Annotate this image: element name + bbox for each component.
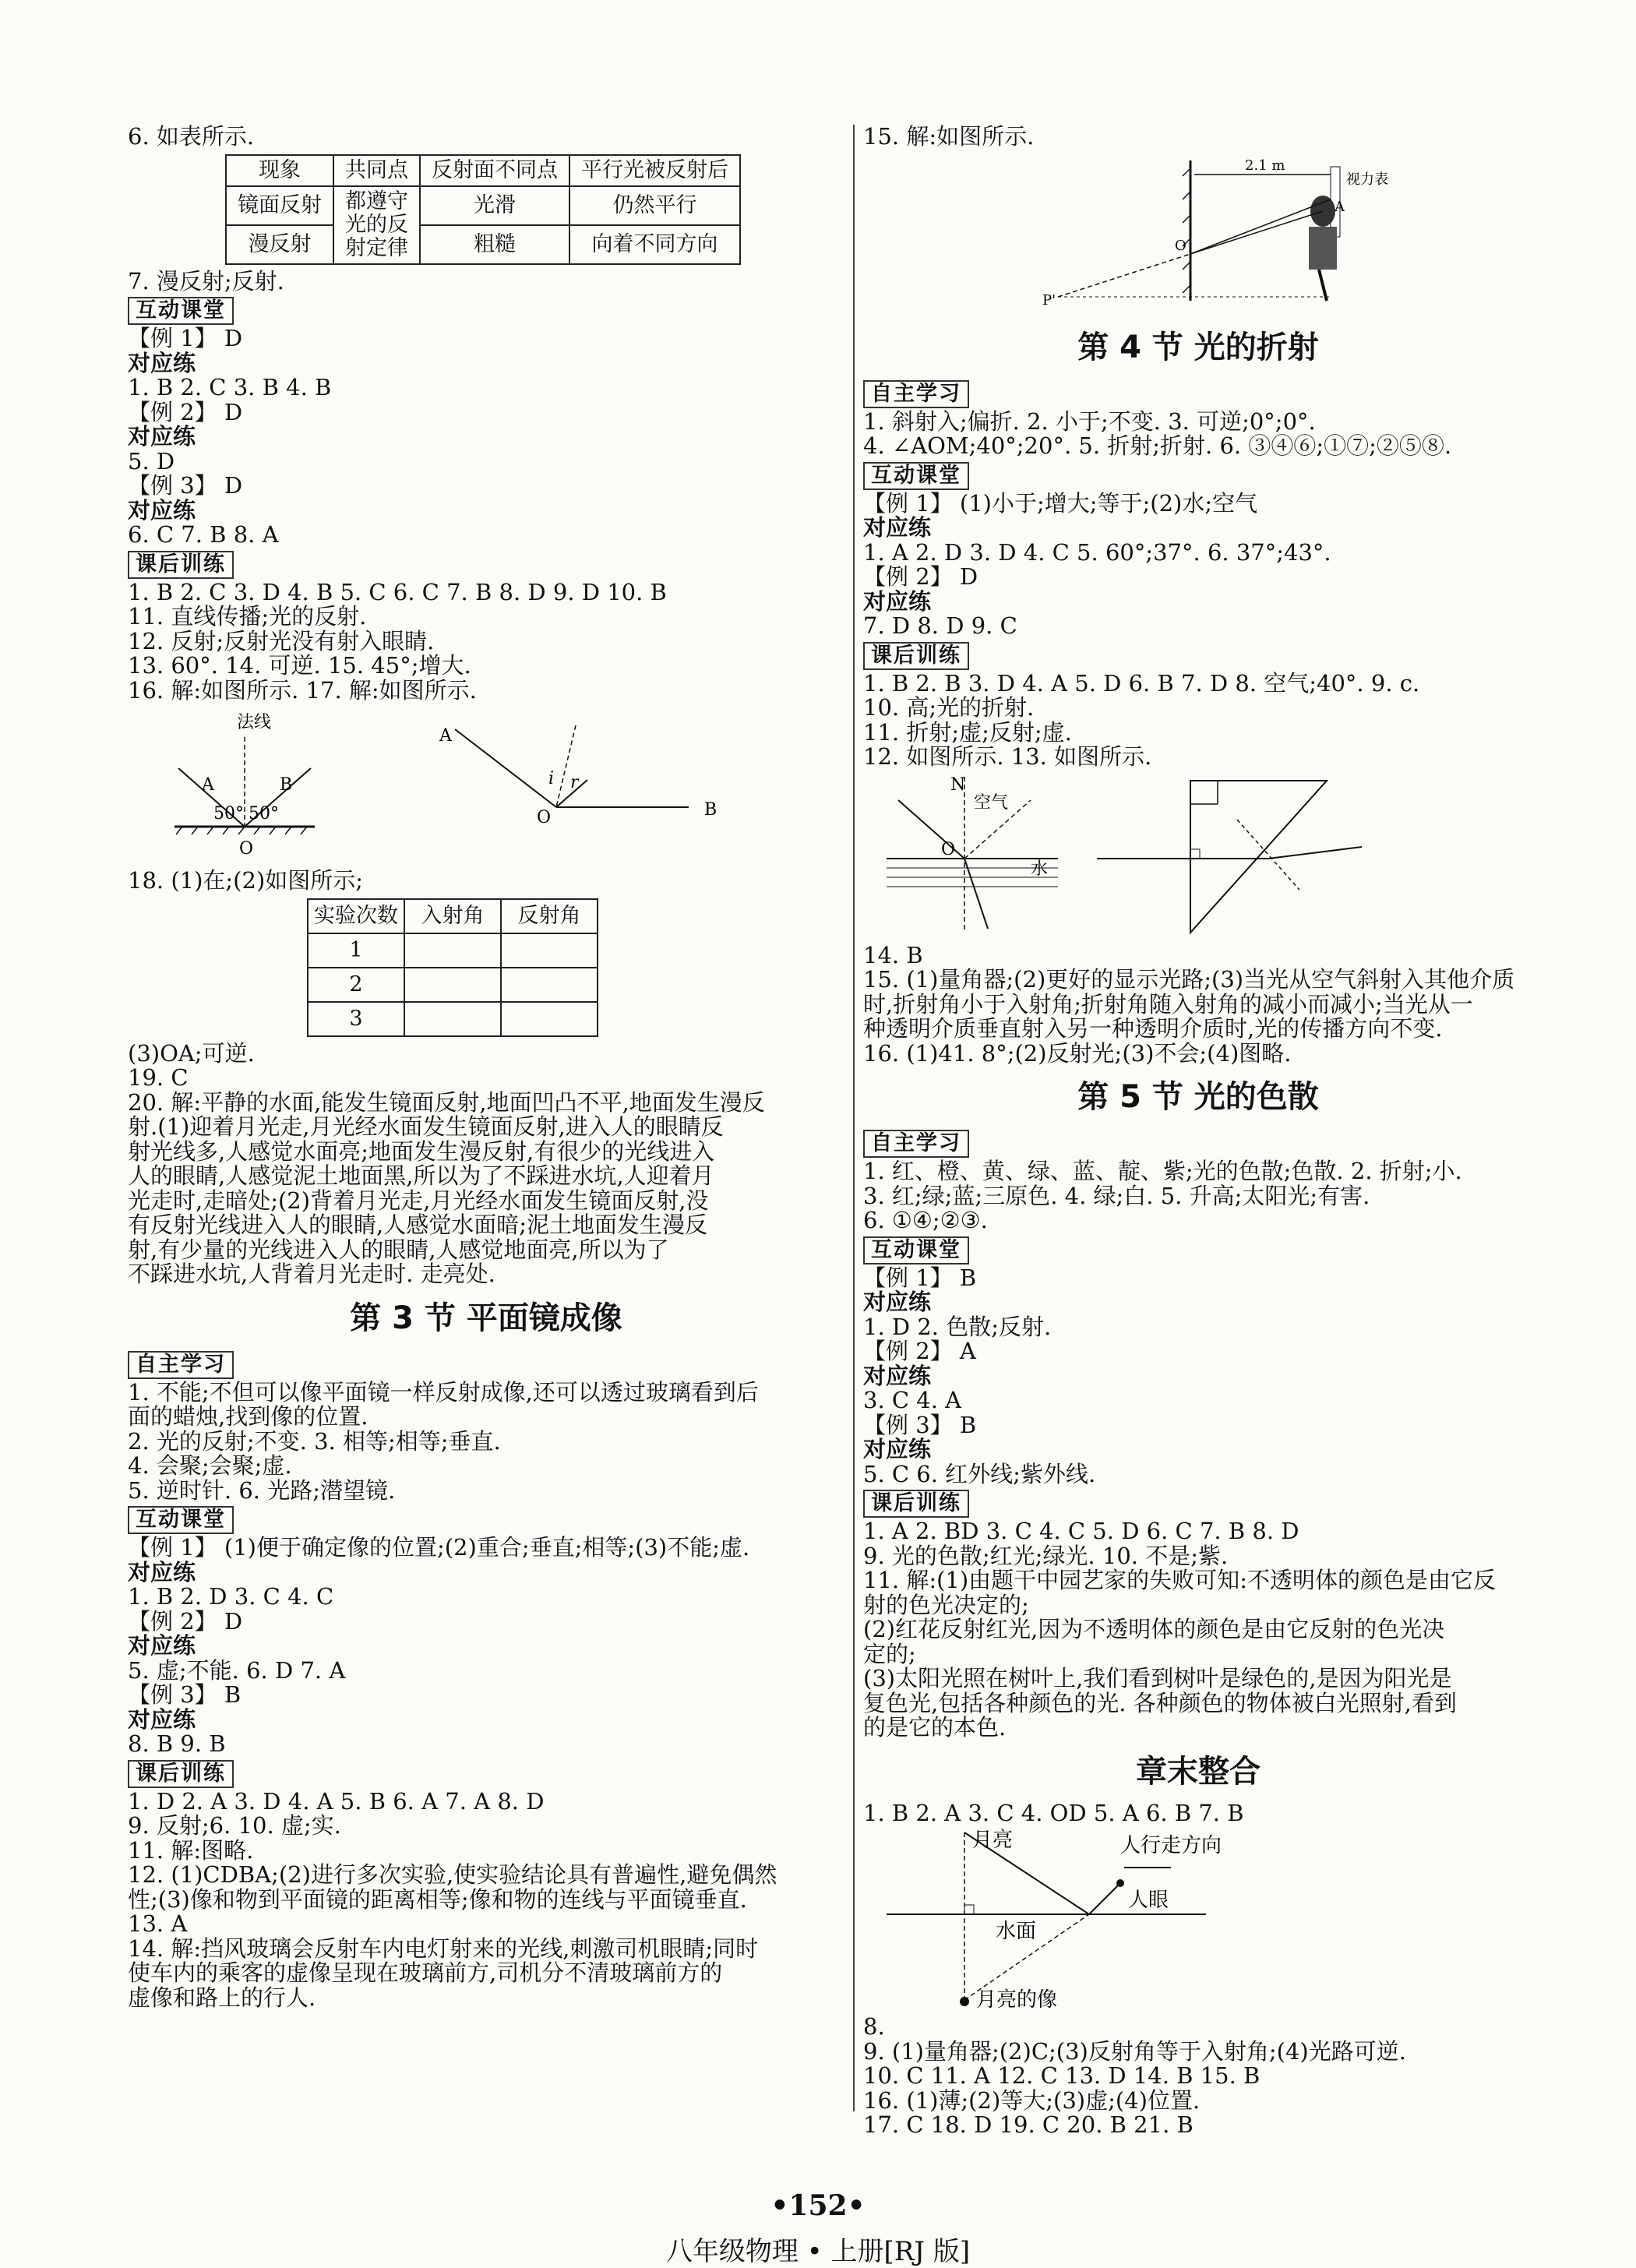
answer-line: 12. 反射;反射光没有射入眼睛.: [128, 627, 435, 654]
point-o-label: O: [1175, 237, 1186, 254]
answer-line: 1. B 2. D 3. C 4. C: [128, 1583, 334, 1610]
answer-line: 的是它的本色.: [863, 1714, 1007, 1741]
table-header: 入射角: [404, 899, 501, 933]
angle-i-label: i: [548, 769, 555, 788]
answer-line: 有反射光线进入人的眼睛,人感觉水面暗;泥土地面发生漫反: [128, 1212, 707, 1238]
subsection-box: 互动课堂: [128, 297, 234, 325]
answer-line: 【例 2】 A: [863, 1338, 976, 1364]
answer-line: 9. 光的色散;红光;绿光. 10. 不是;紫.: [863, 1542, 1229, 1569]
subsection-box: 课后训练: [863, 642, 969, 670]
figure-17: [439, 725, 717, 827]
answer-line: 【例 1】 (1)便于确定像的位置;(2)重合;垂直;相等;(3)不能;虚.: [128, 1534, 750, 1561]
answer-line: 3. C 4. A: [863, 1387, 962, 1413]
answer-line: 4. 会聚;会聚;虚.: [128, 1452, 292, 1479]
answer-line: 人的眼睛,人感觉泥土地面黑,所以为了不踩进水坑,人迎着月: [128, 1162, 714, 1189]
answer-line: 不踩进水坑,人背着月光走时. 走亮处.: [128, 1261, 495, 1287]
normal-n-label: N: [950, 774, 966, 795]
subsection-box: 互动课堂: [863, 462, 969, 490]
answer-line: (3)OA;可逆.: [128, 1039, 255, 1067]
answer-line: 7. 漫反射;反射.: [128, 267, 284, 295]
figure-16: [175, 713, 315, 859]
section-title: 第 4 节 光的折射: [1077, 329, 1319, 365]
answer-line: 2. 光的反射;不变. 3. 相等;相等;垂直.: [128, 1427, 501, 1455]
reflection-table: [225, 154, 741, 265]
answer-line: 【例 3】 B: [128, 1681, 242, 1708]
answer-line: 1. D 2. 色散;反射.: [863, 1313, 1052, 1340]
answer-line: 11. 解:(1)由题干中园艺家的失败可知:不透明体的颜色是由它反: [863, 1567, 1496, 1593]
practice-heading: 对应练: [128, 423, 196, 450]
table-header: 现象: [226, 155, 333, 186]
table-cell: 1: [308, 933, 404, 968]
table-header: 共同点: [333, 155, 420, 186]
table-cell-common: 都遵守 光的反 射定律: [333, 186, 420, 264]
answer-line: 射,有少量的光线进入人的眼睛,人感觉地面亮,所以为了: [128, 1236, 669, 1263]
moon-reflection-figure: [863, 1829, 1533, 2012]
answer-line: 射光线多,人感觉水面亮;地面发生漫反射,有很少的光线进入: [128, 1138, 715, 1165]
answer-line: 1. B 2. B 3. D 4. A 5. D 6. B 7. D 8. 空气;40°. 9. c.: [863, 669, 1420, 697]
distance-label: 2.1 m: [1245, 157, 1285, 174]
answer-line: 5. 逆时针. 6. 光路;潜望镜.: [128, 1476, 396, 1504]
reflection-diagrams: [128, 706, 813, 866]
angle-label: 50°: [249, 804, 279, 824]
left-column: [128, 125, 844, 2010]
walk-direction-label: 人行走方向: [1120, 1834, 1222, 1857]
subsection-box: 课后训练: [863, 1490, 969, 1518]
practice-heading: 对应练: [863, 1289, 932, 1315]
answer-line: 虚像和路上的行人.: [128, 1984, 316, 2011]
answer-line: 5. C 6. 红外线;紫外线.: [863, 1460, 1096, 1487]
answer-line: 14. B: [863, 941, 923, 968]
table-cell: 漫反射: [226, 225, 333, 264]
section-title: 第 5 节 光的色散: [1077, 1079, 1319, 1115]
water-label: 水: [1031, 859, 1049, 879]
answer-line: 1. D 2. A 3. D 4. A 5. B 6. A 7. A 8. D: [128, 1787, 545, 1815]
table-cell: 2: [308, 968, 404, 1002]
answer-line: 使车内的乘客的虚像呈现在玻璃前方,司机分不清玻璃前方的: [128, 1959, 723, 1986]
moon-label: 月亮: [972, 1829, 1014, 1852]
answer-line: (2)红花反射红光,因为不透明体的颜色是由它反射的色光决: [863, 1616, 1445, 1642]
point-p-label: P': [1042, 291, 1056, 309]
answer-line: 时,折射角小于入射角;折射角随入射角的减小而减小;当光从一: [863, 990, 1473, 1018]
point-a-label: A: [1335, 198, 1345, 215]
water-surface-label: 水面: [996, 1920, 1037, 1943]
answer-line: 11. 解:图略.: [128, 1836, 254, 1864]
answer-line: 11. 直线传播;光的反射.: [128, 603, 367, 630]
answer-line: 1. A 2. BD 3. C 4. C 5. D 6. C 7. B 8. D: [863, 1518, 1299, 1544]
answer-line: 10. 高;光的折射.: [863, 694, 1035, 721]
practice-heading: 对应练: [863, 1436, 932, 1462]
answer-line: 14. 解:挡风玻璃会反射车内电灯射来的光线,刺激司机眼睛;同时: [128, 1935, 759, 1962]
answer-line: 9. (1)量角器;(2)C;(3)反射角等于入射角;(4)光路可逆.: [863, 2037, 1406, 2065]
answer-line: 8.: [863, 2013, 885, 2040]
figure-13: [1097, 781, 1362, 933]
table-header: 实验次数: [308, 899, 404, 933]
answer-line: (3)太阳光照在树叶上,我们看到树叶是绿色的,是因为阳光是: [863, 1665, 1452, 1691]
answer-line: 8. B 9. B: [128, 1730, 226, 1757]
point-a-label: A: [439, 726, 452, 746]
eye-chart-label: 视力表: [1346, 171, 1388, 188]
answer-line: 1. 斜射入;偏折. 2. 小于;不变. 3. 可逆;0°;0°.: [863, 407, 1316, 435]
answer-line: 15. (1)量角器;(2)更好的显示光路;(3)当光从空气斜射入其他介质: [863, 966, 1515, 993]
answer-line: 射的色光决定的;: [863, 1591, 1029, 1618]
practice-heading: 对应练: [863, 514, 932, 541]
answer-line: 19. C: [128, 1064, 189, 1091]
practice-heading: 对应练: [863, 1362, 932, 1389]
answer-line: 18. (1)在;(2)如图所示;: [128, 867, 364, 894]
subsection-box: 课后训练: [128, 551, 234, 579]
answer-line: 15. 解:如图所示.: [863, 123, 1035, 150]
answer-line: 12. (1)CDBA;(2)进行多次实验,使实验结论具有普遍性,避免偶然: [128, 1861, 777, 1888]
practice-heading: 对应练: [863, 587, 932, 615]
angle-r-label: r: [570, 773, 579, 792]
figure-12: [887, 775, 1058, 933]
eye-label: 人眼: [1128, 1889, 1169, 1912]
answer-line: 【例 2】 D: [863, 563, 978, 590]
practice-heading: 对应练: [128, 1705, 196, 1733]
answer-line: 【例 1】 (1)小于;增大;等于;(2)水;空气: [863, 489, 1258, 517]
subsection-box: 自主学习: [863, 380, 969, 408]
answer-line: 3. 红;绿;蓝;三原色. 4. 绿;白. 5. 升高;太阳光;有害.: [863, 1182, 1370, 1209]
answer-line: 7. D 8. D 9. C: [863, 612, 1017, 639]
answer-line: 10. C 11. A 12. C 13. D 14. B 15. B: [863, 2062, 1260, 2089]
practice-heading: 对应练: [128, 349, 196, 376]
answer-line: 1. 红、橙、黄、绿、蓝、靛、紫;光的色散;色散. 2. 折射;小.: [863, 1158, 1462, 1184]
right-column: [863, 125, 1533, 2138]
answer-line: 13. 60°. 14. 可逆. 15. 45°;增大.: [128, 652, 471, 679]
table-header: 平行光被反射后: [569, 155, 740, 186]
answer-line: 12. 如图所示. 13. 如图所示.: [863, 743, 1152, 770]
table-cell: 光滑: [420, 186, 569, 225]
answer-line: 4. ∠AOM;40°;20°. 5. 折射;折射. 6. ③④⑥;①⑦;②⑤⑧.: [863, 432, 1452, 459]
practice-heading: 对应练: [128, 1558, 196, 1585]
answer-line: 1. B 2. A 3. C 4. OD 5. A 6. B 7. B: [863, 1799, 1244, 1826]
answer-line: 20. 解:平静的水面,能发生镜面反射,地面凹凸不平,地面发生漫反: [128, 1088, 765, 1116]
answer-line: 性;(3)像和物到平面镜的距离相等;像和物的连线与平面镜垂直.: [128, 1885, 747, 1913]
point-b-label: B: [704, 800, 718, 820]
answer-line: 【例 3】 D: [128, 472, 243, 499]
table-cell: 仍然平行: [569, 186, 740, 225]
point-o-label: O: [941, 839, 956, 859]
point-b-label: B: [280, 775, 293, 795]
book-title: 八年级物理 • 上册[RJ 版]: [665, 2236, 971, 2267]
normal-label: 法线: [237, 713, 272, 732]
answer-line: 1. B 2. C 3. B 4. B: [128, 374, 332, 400]
table-cell: 镜面反射: [226, 186, 333, 225]
air-label: 空气: [974, 792, 1009, 813]
answer-line: 种透明介质垂直射入另一种透明介质时,光的传播方向不变.: [863, 1015, 1443, 1042]
answer-line: 5. D: [128, 447, 175, 474]
practice-heading: 对应练: [128, 496, 196, 524]
practice-heading: 对应练: [128, 1632, 196, 1659]
point-o-label: O: [239, 839, 254, 859]
table-header: 反射角: [501, 899, 598, 933]
moon-image-label: 月亮的像: [976, 1988, 1058, 2012]
table-header: 反射面不同点: [420, 155, 569, 186]
answer-line: 【例 2】 D: [128, 398, 243, 425]
answer-line: 【例 1】 D: [128, 325, 243, 351]
answer-line: 【例 3】 B: [863, 1411, 977, 1438]
answer-line: 16. (1)薄;(2)等大;(3)虚;(4)位置.: [863, 2086, 1201, 2114]
answer-line: 6. C 7. B 8. A: [128, 521, 279, 548]
point-o-label: O: [537, 808, 552, 827]
experiment-table: [307, 898, 598, 1037]
subsection-box: 课后训练: [128, 1760, 234, 1788]
answer-line: 13. A: [128, 1910, 188, 1937]
subsection-box: 互动课堂: [863, 1236, 969, 1265]
subsection-box: 互动课堂: [128, 1506, 234, 1534]
answer-line: 1. A 2. D 3. D 4. C 5. 60°;37°. 6. 37°;43°.: [863, 538, 1331, 566]
answer-line: 射.(1)迎着月光走,月光经水面发生镜面反射,进入人的眼睛反: [128, 1113, 724, 1140]
table-cell: 粗糙: [420, 225, 569, 264]
answer-line: 1. B 2. C 3. D 4. B 5. C 6. C 7. B 8. D 9. D 10. B: [128, 578, 667, 605]
section-title: 章末整合: [1136, 1753, 1260, 1790]
answer-line: 5. 虚;不能. 6. D 7. A: [128, 1656, 346, 1684]
answer-line: 定的;: [863, 1640, 916, 1667]
answer-line: 6. ①④;②③.: [863, 1207, 988, 1233]
answer-line: 1. 不能;不但可以像平面镜一样反射成像,还可以透过玻璃看到后: [128, 1378, 759, 1406]
answer-line: 【例 2】 D: [128, 1607, 243, 1635]
column-divider: [853, 125, 855, 2111]
answer-line: 复色光,包括各种颜色的光. 各种颜色的物体被白光照射,看到: [863, 1689, 1457, 1716]
point-a-label: A: [202, 775, 214, 795]
subsection-box: 自主学习: [863, 1130, 969, 1158]
table-cell: 向着不同方向: [569, 225, 740, 264]
answer-line: 17. C 18. D 19. C 20. B 21. B: [863, 2111, 1194, 2138]
table-cell: 3: [308, 1002, 404, 1036]
answer-line: 6. 如表所示.: [128, 123, 255, 150]
refraction-diagrams: [863, 773, 1533, 940]
answer-line: 光走时,走暗处;(2)背着月光走,月光经水面发生镜面反射,没: [128, 1187, 709, 1214]
answer-line: 11. 折射;虚;反射;虚.: [863, 718, 1072, 746]
angle-label: 50°: [213, 804, 244, 824]
page-number: •152•: [770, 2189, 866, 2222]
answer-line: 16. 解:如图所示. 17. 解:如图所示.: [128, 676, 477, 704]
mirror-figure-15: [863, 153, 1533, 316]
answer-line: 16. (1)41. 8°;(2)反射光;(3)不会;(4)图略.: [863, 1039, 1292, 1067]
subsection-box: 自主学习: [128, 1351, 234, 1379]
answer-line: 9. 反射;6. 10. 虚;实.: [128, 1812, 341, 1839]
answer-line: 面的蜡烛,找到像的位置.: [128, 1403, 368, 1430]
answer-line: 【例 1】 B: [863, 1264, 977, 1291]
section-title: 第 3 节 平面镜成像: [350, 1300, 622, 1336]
